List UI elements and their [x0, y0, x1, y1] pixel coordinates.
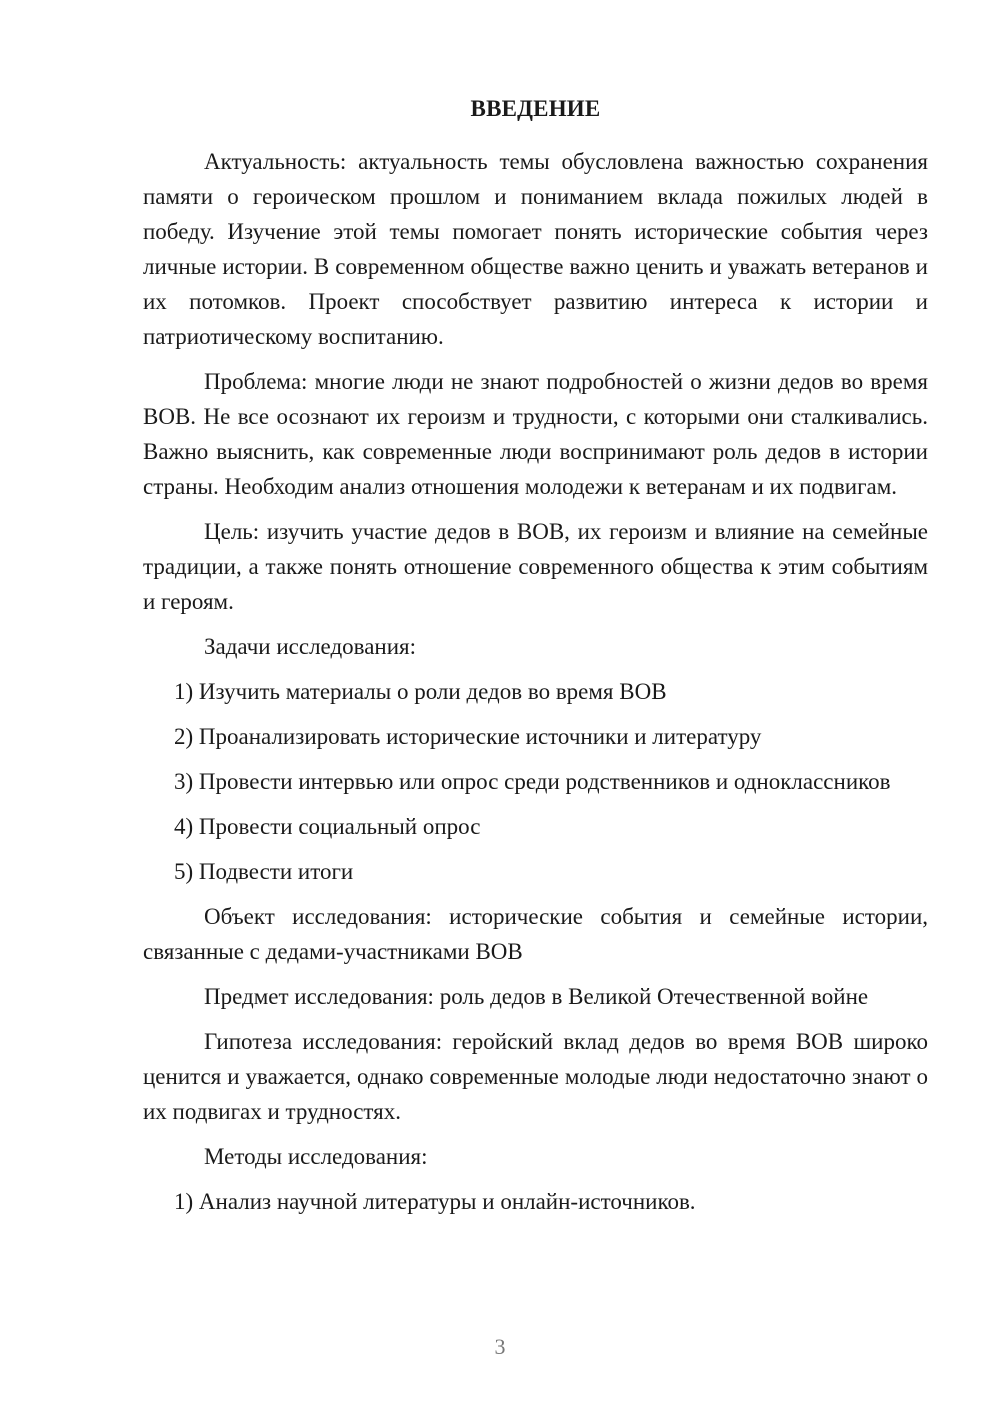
task-item-4: 4) Провести социальный опрос	[174, 814, 481, 839]
document-page	[143, 94, 928, 1229]
method-item-1: 1) Анализ научной литературы и онлайн-источников.	[174, 1189, 696, 1214]
relevance-paragraph: Актуальность: актуальность темы обусловлена важностью сохранения памяти о героическом прошлом и пониманием вклада пожилых людей в победу. Изучение этой темы помогает понять исторические события через личные истории. В современном обществе важно ценить и уважать ветеранов и их потомков. Проект способствует развитию интереса к истории и патриотическому воспитанию.	[143, 149, 928, 349]
task-item-5: 5) Подвести итоги	[174, 859, 354, 884]
section-title: ВВЕДЕНИЕ	[470, 96, 601, 121]
methods-heading: Методы исследования:	[204, 1144, 428, 1169]
object-paragraph: Объект исследования: исторические события и семейные истории, связанные с дедами-участниками ВОВ	[143, 904, 928, 964]
subject-paragraph: Предмет исследования: роль дедов в Великой Отечественной войне	[204, 984, 869, 1009]
task-item-1: 1) Изучить материалы о роли дедов во время ВОВ	[174, 679, 667, 704]
hypothesis-paragraph: Гипотеза исследования: геройский вклад дедов во время ВОВ широко ценится и уважается, однако современные молодые люди недостаточно знают о их подвигах и трудностях.	[143, 1029, 928, 1124]
task-item-2: 2) Проанализировать исторические источники и литературу	[174, 724, 762, 749]
goal-paragraph: Цель: изучить участие дедов в ВОВ, их героизм и влияние на семейные традиции, а также понять отношение современного общества к этим событиям и героям.	[143, 519, 928, 614]
page-number: 3	[494, 1334, 506, 1359]
problem-paragraph: Проблема: многие люди не знают подробностей о жизни дедов во время ВОВ. Не все осознают их героизм и трудности, с которыми они сталкивались. Важно выяснить, как современные люди воспринимают роль дедов в истории страны. Необходим анализ отношения молодежи к ветеранам и их подвигам.	[143, 369, 928, 499]
tasks-heading: Задачи исследования:	[204, 634, 417, 659]
task-item-3: 3) Провести интервью или опрос среди родственников и одноклассников	[174, 769, 891, 794]
